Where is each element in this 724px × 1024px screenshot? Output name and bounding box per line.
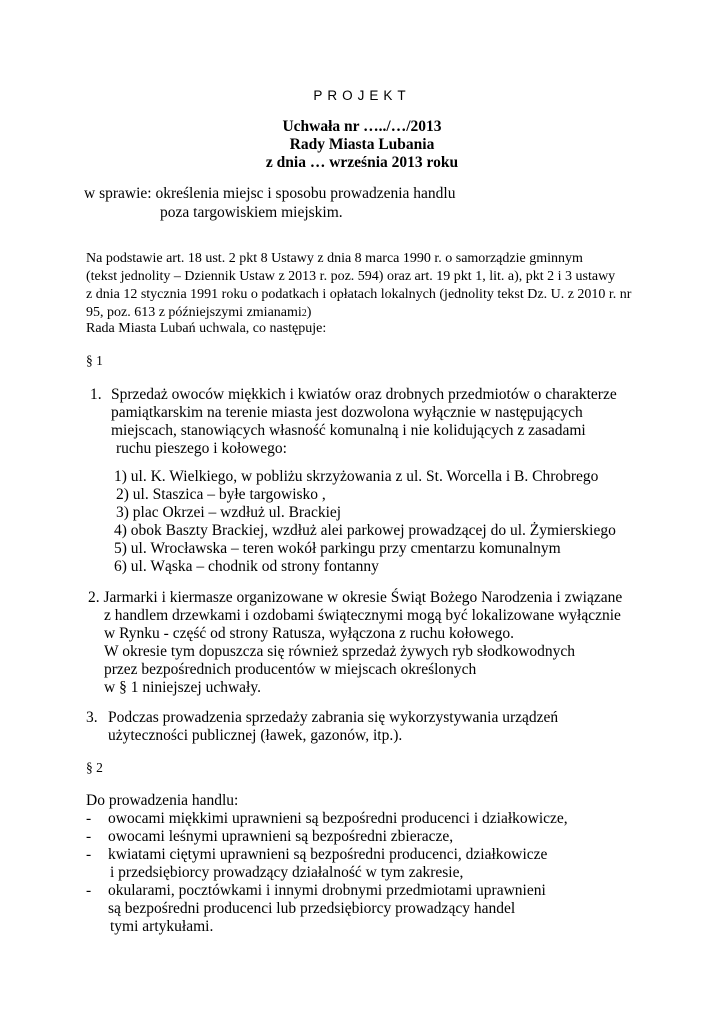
basis-line-3: z dnia 12 stycznia 1991 roku o podatkach i opłatach lokalnych (jednolity tekst Dz. U. z 2010 r. nr <box>86 287 632 302</box>
bullet-4-dash: - <box>86 882 92 899</box>
basis-line-1: Na podstawie art. 18 ust. 2 pkt 8 Ustawy z dnia 8 marca 1990 r. o samorządzie gminnym <box>86 251 583 266</box>
basis-line-4-text: 95, poz. 613 z późniejszymi zmianami <box>86 305 302 320</box>
basis-line-4-close: ) <box>306 305 312 320</box>
place-2: 2) ul. Staszica – byłe targowisko , <box>116 486 326 503</box>
bullet-2-line-1: owocami leśnymi uprawnieni są bezpośredni zbieracze, <box>108 828 454 845</box>
basis-line-2: (tekst jednolity – Dziennik Ustaw z 2013 r. poz. 594) oraz art. 19 pkt 1, lit. a), pkt 2 i 3 ustawy <box>86 269 616 284</box>
bullet-3-line-1: kwiatami ciętymi uprawnieni są bezpośredni producenci, działkowicze <box>108 846 548 863</box>
item-2-line-2: z handlem drzewkami i ozdobami świątecznymi mogą być lokalizowane wyłącznie <box>104 607 621 624</box>
section-2-heading: § 2 <box>86 760 103 775</box>
item-2-line-4: W okresie tym dopuszcza się również sprzedaż żywych ryb słodkowodnych <box>104 643 576 660</box>
bullet-1-dash: - <box>86 810 92 827</box>
item-2-line-3: w Rynku - część od strony Ratusza, wyłączona z ruchu kołowego. <box>104 625 515 642</box>
subject-line-1: w sprawie: określenia miejsc i sposobu prowadzenia handlu <box>84 185 456 202</box>
projekt-label: PROJEKT <box>313 88 411 103</box>
resolution-number: Uchwała nr …../…/2013 <box>282 118 442 135</box>
item-1-line-1: Sprzedaż owoców miękkich i kwiatów oraz drobnych przedmiotów o charakterze <box>111 386 617 403</box>
place-5: 5) ul. Wrocławska – teren wokół parkingu przy cmentarzu komunalnym <box>114 540 561 557</box>
bullet-4-line-2: są bezpośredni producenci lub przedsiębiorcy prowadzący handel <box>108 900 516 917</box>
resolution-date: z dnia … września 2013 roku <box>265 154 459 171</box>
item-2-line-6: w § 1 niniejszej uchwały. <box>104 679 261 696</box>
bullet-4-line-3: tymi artykułami. <box>110 918 214 935</box>
subject-line-2: poza targowiskiem miejskim. <box>160 204 343 221</box>
bullet-1-line-1: owocami miękkimi uprawnieni są bezpośredni producenci i działkowicze, <box>108 810 568 827</box>
footnote-mark: 2 <box>301 308 307 319</box>
place-1: 1) ul. K. Wielkiego, w pobliżu skrzyżowania z ul. St. Worcella i B. Chrobrego <box>114 468 599 485</box>
basis-line-4 <box>86 305 311 321</box>
item-1-line-3: miejscach, stanowiących własność komunalną i nie kolidujących z zasadami <box>111 422 586 439</box>
item-2-line-1: 2. Jarmarki i kiermasze organizowane w okresie Świąt Bożego Narodzenia i związane <box>88 589 623 606</box>
item-1-number: 1. <box>90 386 102 403</box>
place-6: 6) ul. Wąska – chodnik od strony fontanny <box>114 558 379 575</box>
place-4: 4) obok Baszty Brackiej, wzdłuż alei parkowej prowadzącej do ul. Żymierskiego <box>114 522 616 539</box>
item-1-line-2: pamiątkarskim na terenie miasta jest dozwolona wyłącznie w następujących <box>111 404 583 421</box>
item-3-line-1: Podczas prowadzenia sprzedaży zabrania się wykorzystywania urządzeń <box>108 709 559 726</box>
bullet-3-dash: - <box>86 846 92 863</box>
item-1-line-4: ruchu pieszego i kołowego: <box>116 440 287 457</box>
item-3-number: 3. <box>86 709 98 726</box>
bullet-3-line-2: i przedsiębiorcy prowadzący działalność w tym zakresie, <box>110 864 464 881</box>
item-3-line-2: użyteczności publicznej (ławek, gazonów, itp.). <box>108 727 403 744</box>
bullet-4-line-1: okularami, pocztówkami i innymi drobnymi przedmiotami uprawnieni <box>108 882 546 899</box>
section-2-intro: Do prowadzenia handlu: <box>86 792 239 809</box>
basis-line-5: Rada Miasta Lubań uchwala, co następuje: <box>86 321 327 336</box>
council-name: Rady Miasta Lubania <box>289 136 435 153</box>
item-2-line-5: przez bezpośrednich producentów w miejscach określonych <box>104 661 477 678</box>
section-1-heading: § 1 <box>86 353 103 368</box>
bullet-2-dash: - <box>86 828 92 845</box>
place-3: 3) plac Okrzei – wzdłuż ul. Brackiej <box>116 504 342 521</box>
